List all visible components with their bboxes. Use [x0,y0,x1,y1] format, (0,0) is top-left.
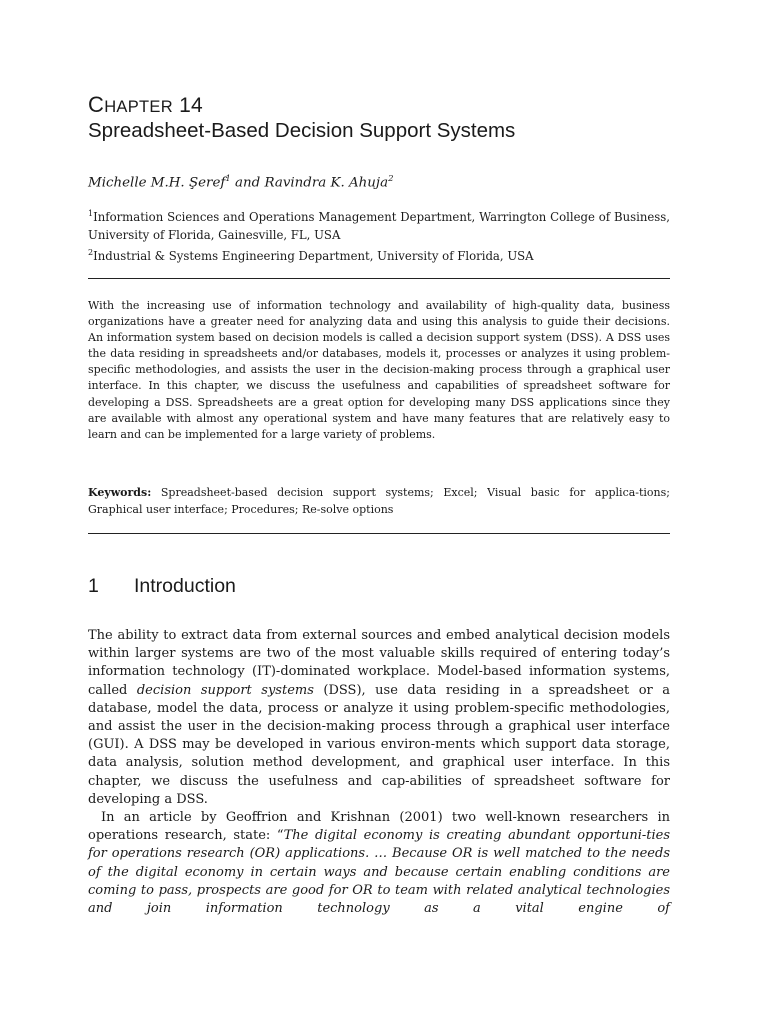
body-paragraph-1 [88,627,670,809]
author-line [88,169,394,193]
abstract-bottom-rule [88,533,670,534]
body-paragraph-1-part-a: The ability to extract data from external sources and embed analytical decision models within larger systems are two of the most valuable skills required of entering today’s information technology (IT)-dominated workplace. Model-based information systems, called [88,628,670,698]
affiliation-2 [88,244,670,265]
affiliation-1-text: Information Sciences and Operations Management Department, Warrington College of Business, University of Florida, Gainesville, FL, USA [88,209,670,243]
abstract-top-rule [88,278,670,279]
body-paragraph-1-part-b: (DSS), use data residing in a spreadsheet or a database, model the data, process or analyze it using problem-specific methodologies, and assist the user in the decision-making process through a graphical user interface (GUI). A DSS may be developed in various environ-ments which support data storage, data analysis, solution method development, and graphical user interface. In this chapter, we discuss the usefulness and cap-abilities of spreadsheet software for developing a DSS. [88,682,670,807]
author-2-affiliation-mark: 2 [388,174,394,184]
chapter-label [88,92,203,120]
author-1-affiliation-mark: 1 [225,174,231,184]
affiliation-1-mark: 1 [88,209,94,218]
body-paragraph-2 [88,809,670,918]
abstract: With the increasing use of information technology and availability of high-quality data, business organizations have a greater need for analyzing data and using this analysis to guide their decisions. An information system based on decision models is called a decision support system (DSS). A DSS uses the data residing in spreadsheets and/or databases, models it, processes or analyzes it using problem-specific methodologies, and assists the user in the decision-making process through a graphical user interface. In this chapter, we discuss the usefulness and capabilities of spreadsheet software for developing a DSS. Spreadsheets are a great option for developing many DSS applications since they are available with almost any operational system and have many features that are relatively easy to learn and can be implemented for a large variety of problems. [88,299,670,441]
keywords-label: Keywords: [88,486,152,499]
author-2: and Ravindra K. Ahuja [230,175,389,191]
chapter-label-initial: C [88,92,105,117]
body-text [88,627,670,918]
keywords-text: Spreadsheet-based decision support systems; Excel; Visual basic for applica-tions; Graphical user interface; Procedures; Re-solve options [88,486,670,516]
affiliation-2-mark: 2 [88,248,94,258]
chapter-number: 14 [179,94,204,117]
affiliations [88,205,670,266]
keywords [88,485,670,518]
section-title: Introduction [134,575,236,597]
chapter-title: Spreadsheet-Based Decision Support Systems [88,119,516,142]
body-paragraph-2-part-a: In an article by Geoffrion and Krishnan (2001) two well-known researchers in operations research, state: “ [88,810,670,844]
body-paragraph-1-emphasis: decision support systems [136,682,314,698]
section-number: 1 [88,575,99,597]
affiliation-1 [88,205,670,244]
section-heading [88,573,236,599]
affiliation-2-text: Industrial & Systems Engineering Department, University of Florida, USA [93,249,534,264]
author-1: Michelle M.H. Şeref [88,175,226,191]
chapter-label-rest: HAPTER [104,98,173,116]
body-paragraph-2-quote: The digital economy is creating abundant opportuni-ties for operations research (OR) applications. … Because OR is well matched to the needs of the digital economy in certain ways and because certain enabling conditions are coming to pass, prospects are good for OR to team with related analytical technologies and join information technology as a vital engine of [88,828,670,917]
